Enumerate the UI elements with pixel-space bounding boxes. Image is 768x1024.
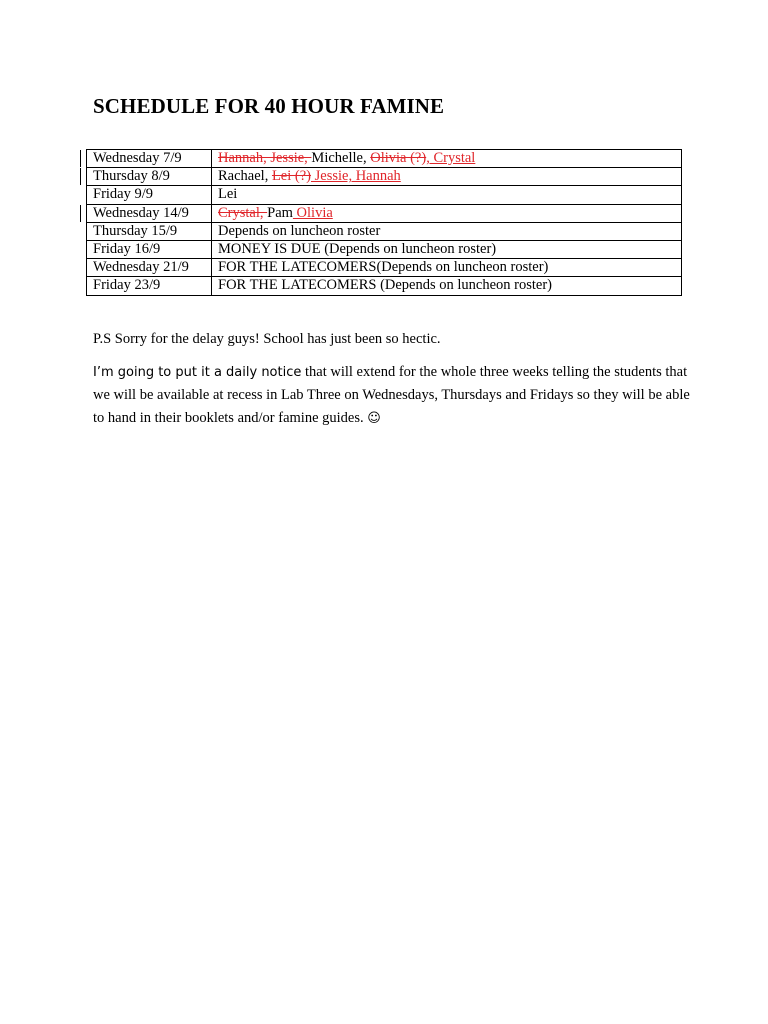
schedule-row [87, 241, 682, 259]
deleted-text: Olivia (?) [370, 150, 427, 166]
schedule-day: Wednesday 14/9 [87, 204, 212, 222]
schedule-day: Friday 16/9 [87, 241, 212, 259]
schedule-assignees [212, 168, 682, 186]
ps-note: P.S Sorry for the delay guys! School has just been so hectic. [93, 331, 441, 347]
notice-text: that will extend for the whole three weeks telling the students that we will be available at recess in Lab Three on Wednesdays, Thursdays and Fridays so they will be able to hand in their booklets and/or famine guides. [93, 364, 690, 426]
schedule-row [87, 186, 682, 204]
assignee-text: Pam [267, 204, 293, 221]
notice-paragraph [93, 361, 693, 430]
schedule-row [87, 259, 682, 277]
inserted-text: , Crystal [426, 150, 476, 166]
assignee-text: Lei [218, 186, 238, 203]
change-bar [80, 150, 81, 167]
schedule-day: Friday 23/9 [87, 277, 212, 295]
schedule-assignees [212, 150, 682, 168]
assignee-text: Depends on luncheon roster [218, 222, 381, 239]
inserted-text: Olivia [292, 204, 333, 221]
schedule-day: Thursday 8/9 [87, 168, 212, 186]
document-title: SCHEDULE FOR 40 HOUR FAMINE [93, 94, 445, 118]
schedule-assignees [212, 259, 682, 277]
assignee-text: FOR THE LATECOMERS (Depends on luncheon roster) [218, 277, 553, 294]
schedule-table [86, 149, 682, 296]
schedule-row [87, 168, 682, 186]
assignee-text: Michelle, [311, 150, 371, 166]
schedule-day: Thursday 15/9 [87, 222, 212, 240]
schedule-assignees [212, 186, 682, 204]
smiley-icon: ☺ [367, 411, 381, 426]
change-bar [80, 168, 81, 185]
schedule-assignees [212, 277, 682, 295]
assignee-text: Rachael, [218, 168, 272, 185]
notice-lead: I’m going to put it a daily notice [93, 365, 302, 380]
deleted-text: Lei (?) [271, 168, 311, 185]
assignee-text: FOR THE LATECOMERS(Depends on luncheon roster) [218, 259, 549, 276]
schedule-row [87, 277, 682, 295]
deleted-text: Hannah, Jessie, [218, 150, 312, 166]
schedule-row [87, 222, 682, 240]
change-bar [80, 205, 81, 222]
deleted-text: Crystal, [218, 204, 268, 221]
schedule-assignees [212, 222, 682, 240]
schedule-day: Wednesday 21/9 [87, 259, 212, 277]
assignee-text: MONEY IS DUE (Depends on luncheon roster) [218, 241, 497, 258]
schedule-assignees [212, 241, 682, 259]
inserted-text: Jessie, Hannah [311, 168, 401, 185]
schedule-assignees [212, 204, 682, 222]
schedule-day: Friday 9/9 [87, 186, 212, 204]
schedule-row [87, 150, 682, 168]
schedule-day: Wednesday 7/9 [87, 150, 212, 168]
schedule-row [87, 204, 682, 222]
